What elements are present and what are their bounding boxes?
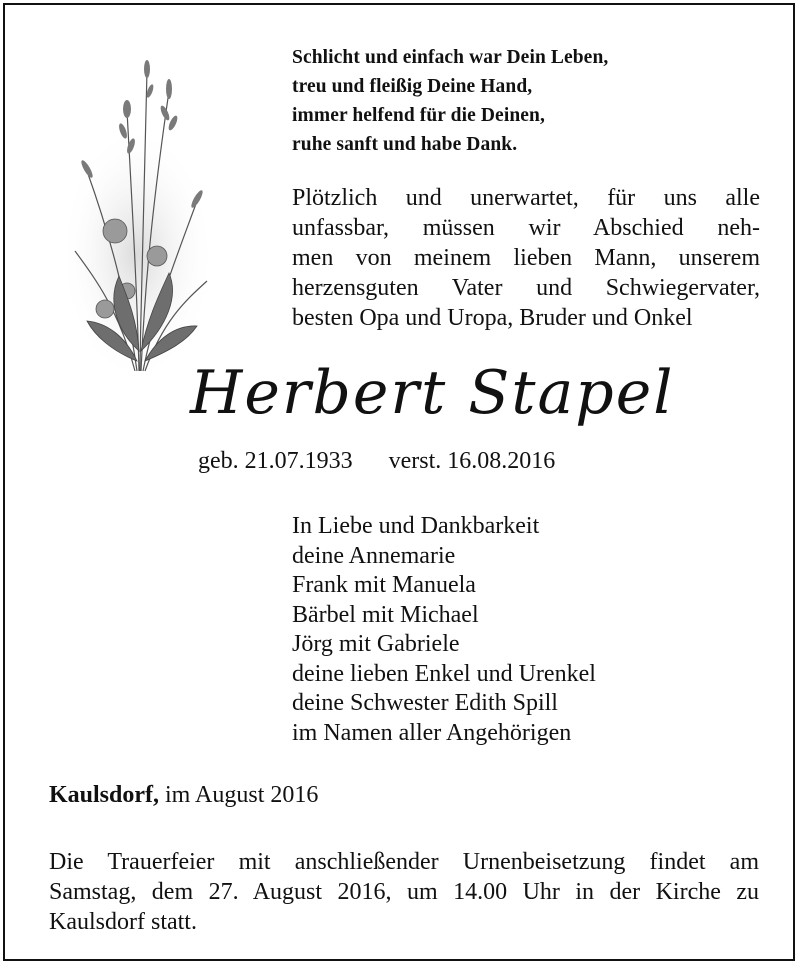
mourner-line: im Namen aller Angehörigen <box>292 719 572 746</box>
ceremony-line: Samstag, dem 27. August 2016, um 14.00 Uhr in der Kirche zu <box>49 879 759 905</box>
mourner-line: deine Schwester Edith Spill <box>292 690 558 716</box>
birth-date: geb. 21.07.1933 <box>198 448 353 474</box>
poem-line: ruhe sanft und habe Dank. <box>292 134 518 155</box>
announcement-line: Plötzlich und unerwartet, für uns alle <box>292 185 760 211</box>
announcement-line: besten Opa und Uropa, Bruder und Onkel <box>292 305 693 331</box>
mourner-line: In Liebe und Dankbarkeit <box>292 513 540 539</box>
mourner-line: Bärbel mit Michael <box>292 601 479 628</box>
mourner-line: Jörg mit Gabriele <box>292 631 460 657</box>
life-dates <box>198 446 555 476</box>
mourner-line: deine Annemarie <box>292 542 456 569</box>
ceremony-line: Kaulsdorf statt. <box>49 909 197 935</box>
announcement-text <box>292 183 760 333</box>
ceremony-line: Die Trauerfeier mit anschließender Urnenbeisetzung findet am <box>49 849 759 875</box>
mourners-list <box>292 512 596 748</box>
place-date-line <box>49 780 318 810</box>
death-date: verst. 16.08.2016 <box>388 448 556 474</box>
mourner-line: Frank mit Manuela <box>292 572 476 598</box>
place-town: Kaulsdorf, <box>49 782 160 808</box>
obituary-notice <box>3 3 795 961</box>
poem-line: immer helfend für die Deinen, <box>292 105 545 126</box>
announcement-line: herzensguten Vater und Schwiegervater, <box>292 275 760 301</box>
place-date: im August 2016 <box>165 782 319 808</box>
grass-bouquet-illustration <box>57 51 217 381</box>
deceased-name: Herbert Stapel <box>190 358 675 428</box>
announcement-line: men von meinem lieben Mann, unserem <box>292 245 760 271</box>
ceremony-info <box>49 847 759 937</box>
poem <box>292 43 762 159</box>
poem-line: Schlicht und einfach war Dein Leben, <box>292 47 609 68</box>
poem-line: treu und fleißig Deine Hand, <box>292 76 533 97</box>
mourner-line: deine lieben Enkel und Urenkel <box>292 660 596 687</box>
announcement-line: unfassbar, müssen wir Abschied neh- <box>292 215 760 241</box>
